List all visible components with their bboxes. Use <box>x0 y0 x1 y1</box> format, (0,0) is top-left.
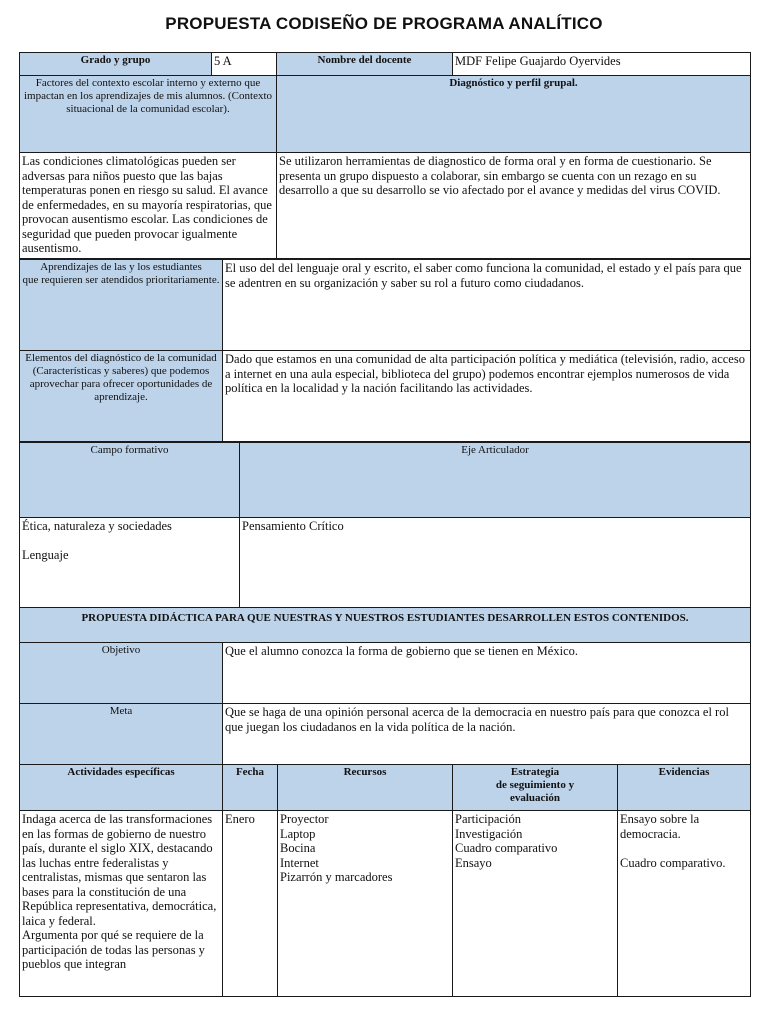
campo-value-etica: Ética, naturaleza y sociedades <box>22 519 172 533</box>
campo-value-lenguaje: Lenguaje <box>22 547 69 562</box>
info-table <box>19 52 751 259</box>
elementos-text: Dado que estamos en una comunidad de alta participación política y mediática (televisión, radio, acceso a internet en una aula especial, biblioteca del grupo) podemos encontrar ejemplos numerosos de vida política en la localidad y la nación facilitando las actividades. <box>223 351 751 442</box>
aprendizajes-table <box>19 259 751 442</box>
header-actividades: Actividades específicas <box>20 765 223 811</box>
diagnostico-label: Diagnóstico y perfil grupal. <box>277 76 751 153</box>
header-estrategia: Estrategia de seguimiento y evaluación <box>453 765 618 811</box>
campo-label: Campo formativo <box>20 443 240 518</box>
meta-label: Meta <box>20 704 223 765</box>
evidencias-list: Ensayo sobre la democracia. Cuadro comparativo. <box>618 811 751 997</box>
estrategia-list: Participación Investigación Cuadro comparativo Ensayo <box>453 811 618 997</box>
header-recursos: Recursos <box>278 765 453 811</box>
eje-label: Eje Articulador <box>240 443 751 518</box>
propuesta-table <box>19 607 751 765</box>
grado-value: 5 A <box>212 53 277 76</box>
diagnostico-text: Se utilizaron herramientas de diagnostico de forma oral y en forma de cuestionario. Se presenta un grupo dispuesto a colaborar, sin embargo se cuenta con un rezago en su desarrollo a que su desarrollo se vio afectado por el avance y medidas del virus COVID. <box>277 153 751 259</box>
docente-label: Nombre del docente <box>277 53 453 76</box>
contexto-text: Las condiciones climatológicas pueden ser adversas para niños puesto que las bajas temperaturas ponen en riesgo su salud. El avance de enfermedades, en su mayoría respiratorias, que provocan ausentismo escolar. Las condiciones de seguridad que pueden provocar igualmente ausentismo. <box>20 153 277 259</box>
aprendizajes-label: Aprendizajes de las y los estudiantes que requieren ser atendidos prioritariamente. <box>20 260 223 351</box>
header-evidencias: Evidencias <box>618 765 751 811</box>
aprendizajes-text: El uso del del lenguaje oral y escrito, el saber como funciona la comunidad, el estado y el país para que se adentren en su organización y saber su rol a futuro como ciudadanos. <box>223 260 751 351</box>
elementos-label: Elementos del diagnóstico de la comunidad (Características y saberes) que podemos aprovechar para ofrecer oportunidades de aprendizaje. <box>20 351 223 442</box>
recursos-list: Proyector Laptop Bocina Internet Pizarrón y marcadores <box>278 811 453 997</box>
objetivo-label: Objetivo <box>20 643 223 704</box>
campo-table <box>19 442 751 608</box>
campo-value-cell <box>20 518 240 608</box>
eje-value: Pensamiento Crítico <box>240 518 751 608</box>
docente-value: MDF Felipe Guajardo Oyervides <box>453 53 751 76</box>
meta-text: Que se haga de una opinión personal acerca de la democracia en nuestro país para que conozca el rol que juegan los ciudadanos en la vida política de la nación. <box>223 704 751 765</box>
actividades-table <box>19 764 751 997</box>
header-fecha: Fecha <box>223 765 278 811</box>
contexto-label: Factores del contexto escolar interno y externo que impactan en los aprendizajes de mis alumnos. (Contexto situacional de la comunidad escolar). <box>20 76 277 153</box>
propuesta-heading: PROPUESTA DIDÁCTICA PARA QUE NUESTRAS Y NUESTROS ESTUDIANTES DESARROLLEN ESTOS CONTENIDOS. <box>20 608 751 643</box>
actividad-text: Indaga acerca de las transformaciones en las formas de gobierno de nuestro país, durante el siglo XIX, destacando las luchas entre federalistas y centralistas, mismas que sentaron las bases para la constitución de una República representativa, democrática, laica y federal. Argumenta por qué se requiere de la participación de todas las personas y pueblos que integran <box>20 811 223 997</box>
grado-label: Grado y grupo <box>20 53 212 76</box>
fecha-value: Enero <box>223 811 278 997</box>
objetivo-text: Que el alumno conozca la forma de gobierno que se tienen en México. <box>223 643 751 704</box>
document-title: PROPUESTA CODISEÑO DE PROGRAMA ANALÍTICO <box>165 14 603 33</box>
